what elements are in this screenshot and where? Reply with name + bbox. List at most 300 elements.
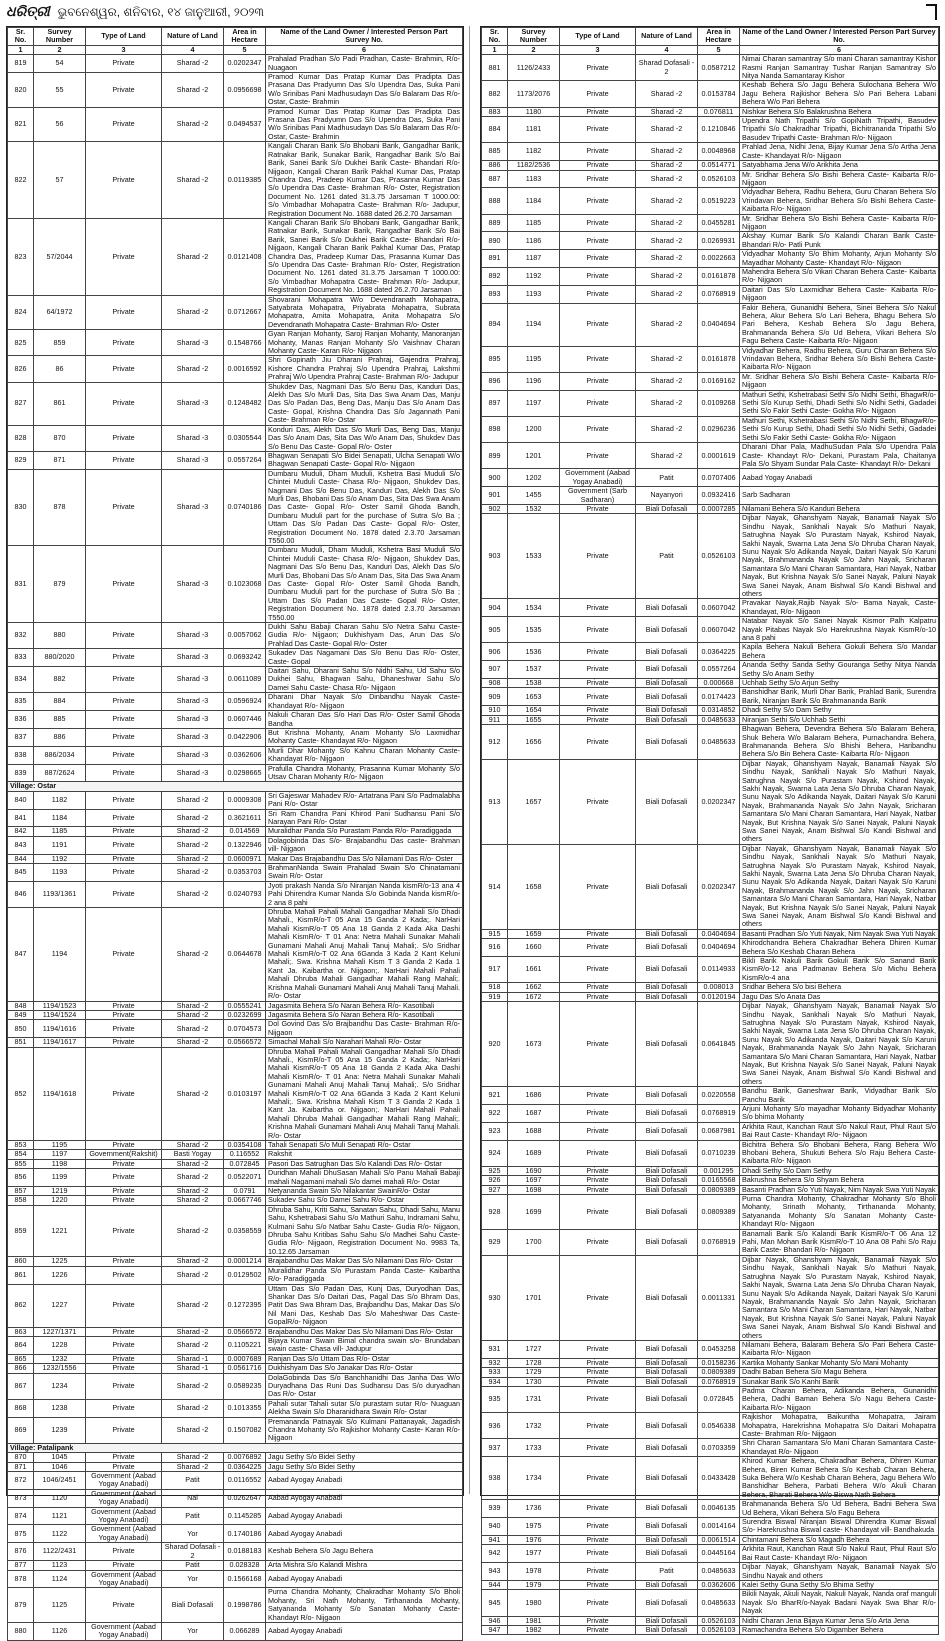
area-hectare: 0.0526103 [698,514,740,599]
land-type: Private [86,218,162,295]
area-hectare: 0.0693242 [224,649,266,667]
area-hectare: 0.0494537 [224,107,266,142]
land-type: Private [86,1010,162,1019]
land-type: Private [86,1462,162,1471]
land-type: Private [86,711,162,729]
area-hectare: 0.0641845 [698,1002,740,1087]
table-row [482,1545,939,1563]
land-type: Private [560,1580,636,1589]
survey-number: 1122 [34,1525,86,1543]
land-nature: Sharad -2 [162,295,224,330]
survey-number: 1734 [508,1457,560,1500]
column-number: 4 [636,45,698,54]
survey-number: 886/2034 [34,746,86,764]
village-row [8,782,463,791]
area-hectare: 0.0121408 [224,218,266,295]
table-row [482,1087,939,1105]
survey-number: 1194/1617 [34,1038,86,1047]
land-nature: Basti Yogay [162,1150,224,1159]
owner-name: Kalei Sethy Guna Sethy S/o Bhima Sethy [740,1580,939,1589]
land-nature: Biali Dofasali [636,1616,698,1625]
owner-name: Daitari Das S/o Laxmidhar Behera Caste- Kaibarta R/o- Nijgaon [740,285,939,303]
survey-number: 1221 [34,1205,86,1256]
sr-number: 947 [482,1625,508,1634]
survey-number: 1232/1556 [34,1364,86,1373]
table-row [8,764,463,782]
table-row [8,881,463,907]
land-nature: Biali Dofasali [636,1122,698,1140]
land-nature: Sharad -3 [162,469,224,546]
left-column [6,26,464,1640]
table-row [482,1457,939,1500]
sr-number: 865 [8,1354,34,1363]
area-hectare: 0.0057062 [224,623,266,649]
sr-number: 883 [482,107,508,116]
owner-name: Netyananda Swain S/o Nilakantar SwainR/o- Ostar [266,1187,463,1196]
table-row [482,1439,939,1457]
land-type: Private [560,1255,636,1340]
land-type: Private [86,55,162,73]
land-nature: Biali Dofasali [636,706,698,715]
owner-name: Sunakar Barik S/o Kanhi Barik [740,1377,939,1386]
land-nature: Biali Dofasali [636,1625,698,1634]
sr-number: 874 [8,1507,34,1525]
sr-number: 819 [8,55,34,73]
sr-number: 908 [482,679,508,688]
owner-name: Banshidhar Barik, Murli Dhar Barik, Prahlad Barik, Surendra Barik, Niranjan Barik S/o Brahmananda Barik [740,688,939,706]
area-hectare: 0.1105221 [224,1336,266,1354]
land-nature: Sharad -2 [162,1141,224,1150]
sr-number: 915 [482,929,508,938]
owner-name: Uchhab Sethy S/o Arjun Sethy [740,679,939,688]
table-row [8,73,463,108]
land-nature: Sharad -2 [162,791,224,809]
sr-number: 889 [482,214,508,232]
sr-number: 925 [482,1166,508,1175]
land-nature: Biali Dofasali [636,1358,698,1367]
table-body-right [482,55,939,1635]
table-row [8,791,463,809]
land-nature: Biali Dofasali [636,1104,698,1122]
owner-name: Gyan Ranjan Mohanty, Saroj Ranjan Mohanty, Manoranjan Mohanty, Manas Ranjan Mohanty S/o Vaishnav Charan Mohanty Caste- Karan R/o- Nijgaon [266,330,463,356]
sr-number: 855 [8,1159,34,1168]
land-type: Private [86,356,162,382]
sr-number: 895 [482,346,508,372]
header-sr: Sr. No. [8,28,34,46]
land-nature: Sharad -2 [636,346,698,372]
owner-name: Jagasmita Behera S/o Naran Behera R/o- Kasotibali [266,1010,463,1019]
land-nature: Sharad -2 [636,170,698,188]
sr-number: 852 [8,1047,34,1140]
sr-number: 937 [482,1439,508,1457]
area-hectare: 0.0188183 [224,1543,266,1561]
table-row [8,142,463,219]
header-sr: Sr. No. [482,28,508,46]
land-type: Private [560,1535,636,1544]
land-nature: Biali Dofasali [636,661,698,679]
area-hectare: 0.1740186 [224,1525,266,1543]
owner-name: Nishkar Behera S/o Balakrushna Behera [740,107,939,116]
land-type: Private [560,143,636,161]
owner-name: Arjuni Mohanty S/o mayadhar Mohanty Bidyadhar Mohanty S/o bhima Mohanty [740,1104,939,1122]
owner-name: Ranjan Das S/o Uttam Das R/o- Ostar [266,1354,463,1363]
owner-name: Nilamani Behera, Balaram Behera S/o Pari Behera Caste- Kaibarta R/o- Nijgaon [740,1340,939,1358]
table-row [8,693,463,711]
column-number: 1 [482,45,508,54]
owner-name: Dumbaru Muduli, Dham Muduli, Kshetra Basi Muduli S/o Chintei Muduli Caste- Chasa R/o- Nijgaon, Shukdev Das, Nagmani Das S/o Benu Das, Kanduri Das, Alekh Das S/o Murli Das, Bhobani Das S/o Anam Das, Sita Das Swa Anam Das Caste- Gopal R/o- Oster Samil Ghoda Bandh, Dumbaru Muduli part for the purchase of Sutra S/o Ba ; Uttam Das S/o Padan Das Caste- Gopal R/o- Oster, Registration Document No. 1878 dated 2.3.70 Jarsaman T550.00 [266,546,463,623]
area-hectare: 0.1998786 [224,1588,266,1623]
land-nature: Biali Dofasali [636,617,698,643]
table-row [482,643,939,661]
land-type: Private [560,1616,636,1625]
area-hectare: 0.0109268 [698,390,740,416]
land-type: Private [560,939,636,957]
sr-number: 835 [8,693,34,711]
land-type: Private [86,649,162,667]
survey-number: 1700 [508,1229,560,1255]
owner-name: Arkhita Raut, Kanchan Raut S/o Nakul Raut, Phul Raut S/o Bai Raut Caste- Khandayt R/o- Nijgaon [740,1545,939,1563]
table-row [8,1038,463,1047]
village-name: Village: Ostar [8,782,463,791]
area-hectare: 0.0546338 [698,1413,740,1439]
land-type: Private [560,1563,636,1581]
owner-name: Dhadi Sethy S/o Dam Sethy [740,1166,939,1175]
header-nature: Nature of Land [636,28,698,46]
sr-number: 930 [482,1255,508,1340]
table-row [8,425,463,451]
land-nature: Biali Dofasali [636,1580,698,1589]
column-number: 6 [266,45,463,54]
area-hectare: 0.0596924 [224,693,266,711]
owner-name: Aabad Ayogay Anabadi [266,1570,463,1588]
sr-number: 856 [8,1169,34,1187]
land-nature: Sharad -2 [636,285,698,303]
table-row [8,1561,463,1570]
table-row [8,1336,463,1354]
area-hectare: 0.0607042 [698,617,740,643]
land-nature: Sharad -2 [162,827,224,836]
area-hectare: 0.0161878 [698,346,740,372]
table-row [8,1489,463,1507]
land-type: Private [86,908,162,1001]
sr-number: 876 [8,1543,34,1561]
land-type: Private [86,382,162,425]
land-nature: Biali Dofasali [636,1545,698,1563]
land-nature: Biali Dofasali [636,939,698,957]
sr-number: 838 [8,746,34,764]
owner-name: Prahalad Pradhan S/o Padi Pradhan, Caste- Brahmin, R/o- Nuagaon [266,55,463,73]
owner-name: Dijbar Nayak, Ghanshyam Nayak, Banamali Nayak S/o Sindhu Nayak, Sankhali Nayak S/o Mathuri Nayak, Satrughna Nayak S/o Purastam Nayak, Kshirod Nayak, Sakhi Nayak, Swarna Lata Jena S/o Dhruba Charan Nayak, Sunu Nayak S/o Adikanda Nayak, Daitari Nayak S/o Karuni Nayak, Brahmananda Nayak S/o Jahn Nayak, Sricharan Samantara S/o Mani Charan Samantara, Hari Nayak, Natbar Nayak, But Krishna Nayak S/o Sanei Nayak, Paluni Nayak Swa Sanei Nayak, Anam Bishwal S/o Kandi Bishwal and others [740,759,939,844]
survey-number: 1731 [508,1386,560,1412]
survey-number: 1534 [508,599,560,617]
land-nature: Patit [636,514,698,599]
owner-name: Shukdev Das, Nagmani Das S/o Benu Das, Kanduri Das, Alekh Das S/o Murli Das, Sita Das Swa Anam Das, Manju Das S/o Padan Das, Beng Das, Manju Das S/o Anam Das Caste- Gopal, Krishna Chandra Das S/o Jagannath Pani Caste- Brahman R/o- Ostar [266,382,463,425]
sr-number: 928 [482,1195,508,1230]
sr-number: 902 [482,504,508,513]
sr-number: 871 [8,1462,34,1471]
table-row [8,55,463,73]
land-nature: Sharad -2 [636,250,698,268]
area-hectare: 0.0048968 [698,143,740,161]
area-hectare: 0.0611089 [224,667,266,693]
table-row [8,1150,463,1159]
land-type: Private [86,1047,162,1140]
survey-number: 1046/2451 [34,1472,86,1490]
table-row [482,250,939,268]
sr-number: 868 [8,1399,34,1417]
table-row [482,267,939,285]
owner-name: Sukadev Sahu S/o Damei Sahu R/o- Ostar [266,1196,463,1205]
land-type: Government (Aabad Yogay Anabadi) [86,1570,162,1588]
area-hectare: 0.0046135 [698,1500,740,1518]
survey-number: 1225 [34,1257,86,1266]
table-row [8,1588,463,1623]
owner-name: Prafulla Chandra Mohanty, Prasanna Kumar Mohanty S/o Utsav Charan Mohanty R/o- Nijgaon [266,764,463,782]
table-row [482,1563,939,1581]
table-row [8,1622,463,1640]
area-hectare: 0.1248482 [224,382,266,425]
owner-name: Vidyadhar Mohanty S/o Bhim Mohanty, Arjun Mohanty S/o Mayadhar Mohanty Caste- Khandayt R/o- Nijgaon [740,250,939,268]
owner-name: But Krishna Mohanty, Anam Mohanty S/o Laxmidhar Mohanty Caste- Khandayat R/o- Nijgaon [266,728,463,746]
owner-name: Padma Charan Behera, Adikanda Behera, Gunanidhi Behera, Dadhi Baman Behera S/o Nagu Behera Caste- Kaibarta R/o- Nijgaon [740,1386,939,1412]
land-type: Private [560,214,636,232]
survey-number: 1184 [34,809,86,827]
owner-name: Aabad Ayogay Anabadi [266,1525,463,1543]
land-nature: Sharad Dofasali - 2 [162,1543,224,1561]
land-nature: Biali Dofasali [636,983,698,992]
land-nature: Sharad -2 [162,1159,224,1168]
land-nature: Patit [162,1472,224,1490]
sr-number: 849 [8,1010,34,1019]
land-type: Private [560,107,636,116]
area-hectare: 0.0809389 [698,1185,740,1194]
table-row [482,1104,939,1122]
owner-name: Tahali Senapati S/o Muli Senapati R/o- Ostar [266,1141,463,1150]
sr-number: 881 [482,55,508,81]
land-nature: Sharad -2 [162,1327,224,1336]
owner-name: Pravakar Nayak,Rajib Nayak S/o- Bama Nayak, Caste- Khandayat, R/o- Nijgaon [740,599,939,617]
sr-number: 917 [482,957,508,983]
land-type: Private [560,372,636,390]
survey-number: 64/1972 [34,295,86,330]
area-hectare: 0.0710239 [698,1140,740,1166]
survey-number: 871 [34,451,86,469]
table-row [8,451,463,469]
land-nature: Sharad -2 [162,854,224,863]
table-row [8,864,463,882]
area-hectare: 0.028328 [224,1561,266,1570]
land-nature: Biali Dofasali [636,929,698,938]
sr-number: 941 [482,1535,508,1544]
land-type: Private [86,1257,162,1266]
column-number: 6 [740,45,939,54]
owner-name: Dijbar Nayak, Ghanshyam Nayak, Banamali Nayak S/o Sindhu Nayak, Sankhali Nayak S/o Mathuri Nayak, Satrughna Nayak S/o Purastam Nayak, Kshirod Nayak, Sakhi Nayak, Swarna Lata Jena S/o Dhruba Charan Nayak, Sunu Nayak S/o Adikanda Nayak, Daitari Nayak S/o Karuni Nayak, Brahmananda Nayak S/o Jahn Nayak, Sricharan Samantara S/o Mani Charan Samantara, Hari Nayak, Natbar Nayak, But Krishna Nayak S/o Sanei Nayak, Paluni Nayak Swa Sanei Nayak, Anam Bishwal S/o Kandi Bishwal and others [740,1255,939,1340]
area-hectare: 0.008013 [698,983,740,992]
owner-name: Dharani Dhar Nayak S/o Dinbandhu Nayak Caste- Khandayat R/o- Nijgaon [266,693,463,711]
table-row [482,1368,939,1377]
land-nature: Biali Dofasali [636,1535,698,1544]
sr-number: 825 [8,330,34,356]
sr-number: 900 [482,469,508,487]
area-hectare: 0.0011331 [698,1255,740,1340]
land-nature: Sharad -3 [162,330,224,356]
owner-name: Khirodchandra Behera Chakradhar Behera Dhiren Kumar Behera S/o Keshab Charan Behera [740,939,939,957]
land-nature: Biali Dofasali [636,1377,698,1386]
sr-number: 864 [8,1336,34,1354]
sr-number: 867 [8,1373,34,1399]
table-row [8,1507,463,1525]
survey-number: 1661 [508,957,560,983]
survey-number: 1658 [508,844,560,929]
area-hectare: 0.0354108 [224,1141,266,1150]
survey-number: 879 [34,546,86,623]
column-number: 2 [34,45,86,54]
land-type: Private [560,188,636,214]
owner-name: Dhruba Mahali Pahali Mahali Gangadhar Mahali S/o Dhadi Mahali., KismR/o-T 05 Ana 15 Ganda 2 Kada;. NarHari Mahali KismR/o-T 05 Ana 18 Ganda 2 Kada Aka Dashi Mahali KismR/o- T 01 Ana: Netra Mahali Sunakar Mahali Gunamani Mahali Anuj Mahali Tanuj Mahali;. S/o Sridhar Mahali KismR/o-T 02 Ana 6Ganda 3 Kada 2 Kant Keluni Mahali;. Swa. Krishna Mahali Kism T 3 Ganda 2 Kada 1 Kant Ja. Kaibartha or. Nijgaon;. NarHari Mahali Pahali Mahali Dhruba Mahali Gangadhar Mahali Rang Mahali;. Krishna Mahali Gunamani Mahali Anuj Mahali Tanuj Mahali. R/o- Ostar [266,1047,463,1140]
area-hectare: 0.0364225 [224,1462,266,1471]
survey-number: 1126 [34,1622,86,1640]
area-hectare: 0.116552 [224,1150,266,1159]
area-hectare: 0.0514771 [698,161,740,170]
survey-number: 1979 [508,1580,560,1589]
survey-number: 1736 [508,1500,560,1518]
land-type: Private [560,161,636,170]
sr-number: 824 [8,295,34,330]
land-nature: Sharad -2 [162,1038,224,1047]
survey-number: 882 [34,667,86,693]
column-number: 5 [698,45,740,54]
area-hectare: 0.0298665 [224,764,266,782]
survey-number: 885 [34,711,86,729]
area-hectare: 0.0607042 [698,599,740,617]
area-hectare: 0.0232699 [224,1010,266,1019]
area-hectare: 0.0455281 [698,214,740,232]
area-hectare: 0.0022663 [698,250,740,268]
sr-number: 907 [482,661,508,679]
table-row [482,661,939,679]
area-hectare: 0.0453258 [698,1340,740,1358]
owner-name: Jagu Sethy S/o Bidei Sethy [266,1453,463,1462]
sr-number: 827 [8,382,34,425]
sr-number: 918 [482,983,508,992]
owner-name: Kangali Charan Barik S/o Bhobani Barik, Gangadhar Barik, Ratnakar Barik, Sunakar Barik, Rangadhar Barik S/o Bai Barik, Sanei Barik S/o Dukhei Barik Caste- Bhandari R/o- Nijgaon, Kangali Charan Barik Pakhal Kumar Das, Pratap Chandra Das, Pradeep Kumar Das, Prasanna Kumar Das S/o Upendra Das Caste- Brahman R/o- Oster, Registration Document No. 1261 dated 31.3.75 Jarsaman T 1000.00: S/o Vimbadhar Mohapatra Caste- Brahman R/o- Jadupur, Registration Document No. 1688 dated 26.2.70 Jarsaman [266,218,463,295]
area-hectare: 0.1566168 [224,1570,266,1588]
land-type: Private [560,661,636,679]
owner-name: Rakshit [266,1150,463,1159]
survey-number: 1195 [508,346,560,372]
table-row [8,809,463,827]
table-row [8,1399,463,1417]
sr-number: 916 [482,939,508,957]
survey-number: 886 [34,728,86,746]
land-type: Private [560,688,636,706]
table-row [482,1255,939,1340]
area-hectare: 0.0768919 [698,285,740,303]
survey-number: 1227/1371 [34,1327,86,1336]
land-type: Private [560,390,636,416]
owner-name: Vidyadhar Behera, Radhu Behera, Guru Charan Behera S/o Vrindavan Behera, Sridhar Behera S/o Bishi Behera Caste- Kaibarta R/o- Nijgaon [740,188,939,214]
land-type: Government (Aabad Yogay Anabadi) [86,1472,162,1490]
sr-number: 899 [482,443,508,469]
land-nature: Yor [162,1570,224,1588]
owner-name: Bijaya Kumar Swain Bimal chandra swain s/o- Brundaban swain caste- Chasa vill- Jadupur [266,1336,463,1354]
area-hectare: 0.0014164 [698,1518,740,1536]
survey-number: 1201 [508,443,560,469]
land-nature: Sharad -3 [162,693,224,711]
survey-number: 870 [34,425,86,451]
land-nature: Biali Dofasali [636,844,698,929]
survey-number: 1122/2431 [34,1543,86,1561]
land-type: Private [560,170,636,188]
sr-number: 935 [482,1386,508,1412]
table-row [482,214,939,232]
sr-number: 933 [482,1368,508,1377]
land-nature: Sharad -3 [162,546,224,623]
owner-name: Premananda Patnayak S/o Kulmani Pattanayak, Jagadish Chandra Mohanty S/o Rajkishor Mohanty Caste- Karan R/o- Nijgaon [266,1417,463,1443]
sr-number: 830 [8,469,34,546]
table-row [482,469,939,487]
sr-number: 943 [482,1563,508,1581]
survey-number: 1687 [508,1104,560,1122]
area-hectare: 0.0220558 [698,1087,740,1105]
land-type: Private [86,1284,162,1327]
area-hectare: 0.0956698 [224,73,266,108]
header-type: Type of Land [86,28,162,46]
table-row [8,728,463,746]
survey-number: 1536 [508,643,560,661]
owner-name: Brajabandhu Das Makar Das S/o Nilamani Das R/o- Ostar [266,1257,463,1266]
sr-number: 821 [8,107,34,142]
area-hectare: 0.0600971 [224,854,266,863]
survey-number: 1195 [34,1141,86,1150]
area-hectare: 0.0153784 [698,81,740,107]
sr-number: 833 [8,649,34,667]
table-row [482,688,939,706]
table-row [482,1500,939,1518]
table-row [8,1525,463,1543]
land-type: Private [86,809,162,827]
land-nature: Biali Dofasali [636,1185,698,1194]
header-area: Area in Hectare [698,28,740,46]
survey-number: 1202 [508,469,560,487]
survey-number: 1193 [508,285,560,303]
area-hectare: 0.0485633 [698,1563,740,1581]
land-nature: Biali Dofasali [636,688,698,706]
area-hectare: 0.0007285 [698,504,740,513]
land-nature: Biali Dofasali [636,715,698,724]
sr-number: 909 [482,688,508,706]
area-hectare: 0.0712667 [224,295,266,330]
sr-number: 897 [482,390,508,416]
survey-number: 1688 [508,1122,560,1140]
land-type: Government (Aabad Yogay Anabadi) [86,1525,162,1543]
table-row [8,1284,463,1327]
table-row [8,1453,463,1462]
land-type: Private [560,1122,636,1140]
land-nature: Patit [162,1507,224,1525]
table-row [8,1373,463,1399]
owner-name: Dhadi Sethy S/o Dam Sethy [740,706,939,715]
table-row [482,1340,939,1358]
sr-number: 854 [8,1150,34,1159]
area-hectare: 0.0526103 [698,1616,740,1625]
sr-number: 929 [482,1229,508,1255]
owner-name: Basanti Pradhan S/o Yuti Nayak, Nim Nayak Swa Yuti Nayak [740,929,939,938]
land-nature: Sharad -2 [162,1047,224,1140]
land-type: Private [560,1439,636,1457]
table-row [8,1196,463,1205]
survey-number: 884 [34,693,86,711]
